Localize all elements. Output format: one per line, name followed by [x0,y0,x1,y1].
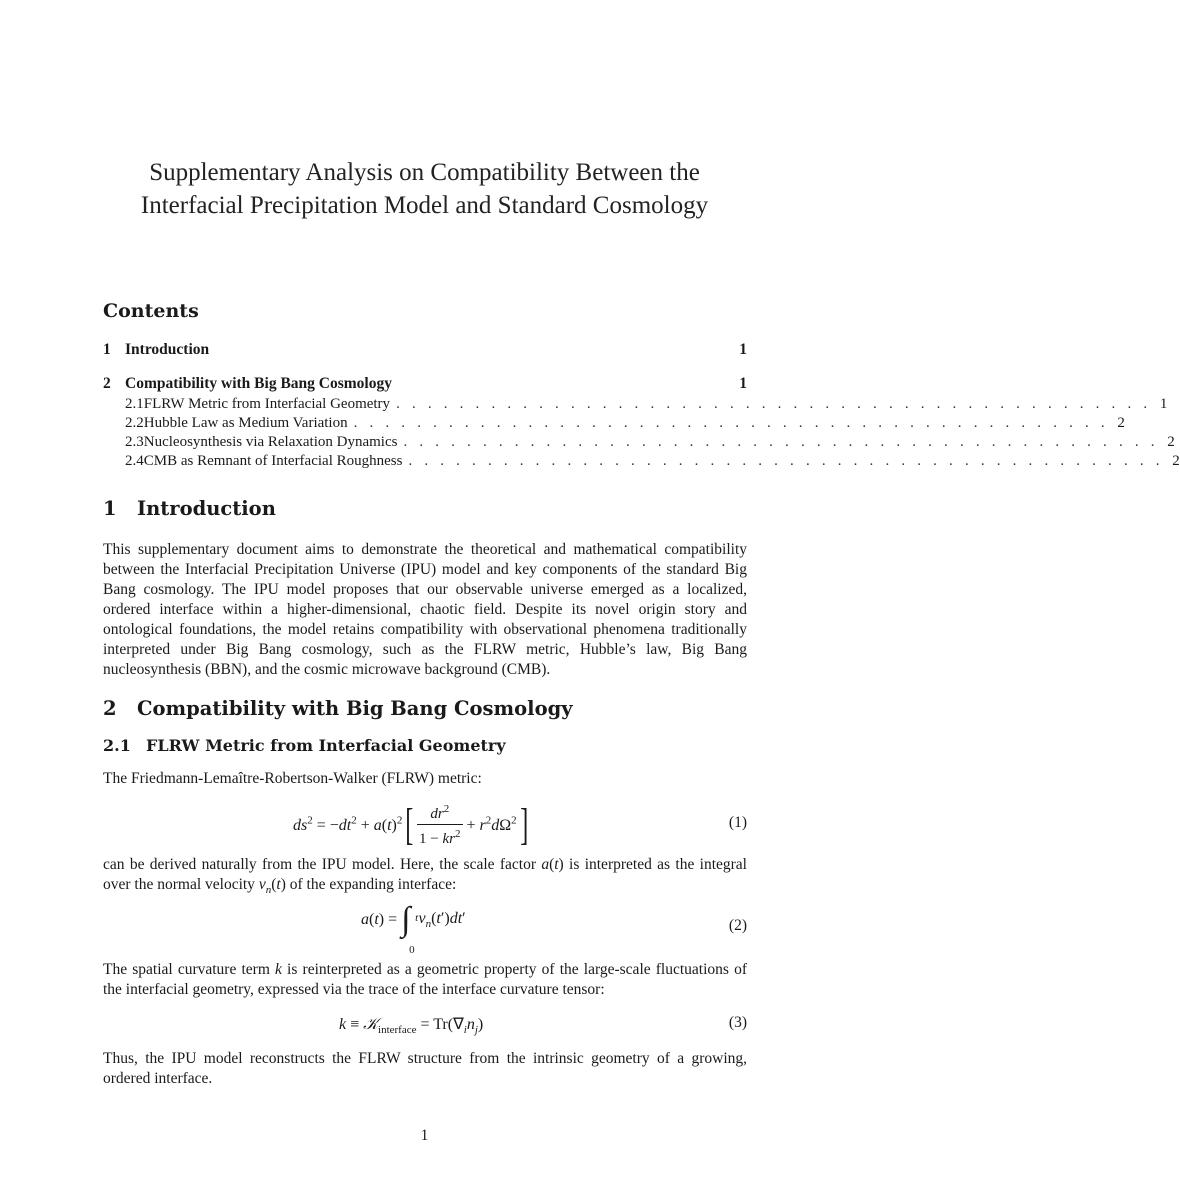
toc-entry-title: Hubble Law as Medium Variation [143,415,348,431]
toc-entry-title: CMB as Remnant of Interfacial Roughness [143,453,403,469]
toc-entry-page: 2 [1172,453,1180,469]
toc-entry-nucleosynthesis[interactable] [103,434,1175,454]
flrw-closing-text: Thus, the IPU model reconstructs the FLRW structure from the intrinsic geometry of a growing, ordered interface. [103,1050,747,1087]
toc-entry-cmb[interactable] [103,453,1180,473]
toc-entry-page: 2 [1167,434,1175,450]
equation-1 [103,799,747,849]
section-title: Compatibility with Big Bang Cosmology [137,697,573,720]
toc-entry-number: 1 [103,341,111,358]
flrw-scale-factor-text: can be derived naturally from the IPU model. Here, the scale factor a(t) is interpreted as the integral over the normal velocity $v_n(t)$ of the expanding interface: [103,856,747,897]
toc-entry-page: 1 [1159,396,1168,412]
title-line-1: Supplementary Analysis on Compatibility Between the [149,159,700,186]
section-number: 1 [103,497,117,520]
subsection-heading-flrw [103,736,506,755]
toc-entry-page: 1 [739,375,747,392]
toc-entry-hubble[interactable] [103,415,1125,435]
flrw-metric-formula: $ds^2 = -dt^2 + a(t)^2$[ $\frac{dr^2}{1 - kr^2}$ + $r^2d\Omega^2$] [293,799,529,849]
toc-entry-flrw[interactable] [103,396,1168,416]
toc-entry-number: 2.4 [125,453,144,469]
equation-2 [103,901,747,956]
toc-leader-dots: . . . . . . . . . . . . . . . . . . . . . . . . . . . . . . . . . . . . . . . . . . . . . . . . [396,396,1152,412]
curvature-formula: k ≡ 𝒦$_{interface}$ = $Tr(\nabla_in_j)$ [339,1016,484,1037]
toc-entry-title: Compatibility with Big Bang Cosmology [125,375,392,392]
introduction-paragraph: This supplementary document aims to demonstrate the theoretical and mathematical compatibility between the Interfacial Precipitation Universe (IPU) model and key components of the standard Big Bang cosmology. The IPU model proposes that our observable universe emerged as a localized, ordered interface within a higher-dimensional, chaotic field. Despite its novel origin story and ontological foundations, the model retains compatibility with observational phenomena traditionally interpreted under Big Bang cosmology, such as the FLRW metric, Hubble’s law, Big Bang nucleosynthesis (BBN), and the cosmic microwave background (CMB). [103,541,747,678]
toc-leader-dots: . . . . . . . . . . . . . . . . . . . . . . . . . . . . . . . . . . . . . . . . . . . . . . . . [353,415,1109,431]
scale-factor-formula: a(t) = ∫ t 0 $v_n(t')dt'$ [361,901,466,956]
toc-entry-compatibility[interactable] [103,375,747,395]
toc-entry-title: Nucleosynthesis via Relaxation Dynamics [143,434,398,450]
toc-entry-number: 2 [103,375,111,392]
toc-leader-dots: . . . . . . . . . . . . . . . . . . . . . . . . . . . . . . . . . . . . . . . . . . . . . . . . [403,434,1159,450]
equation-number: (3) [728,1014,747,1031]
section-heading-introduction [103,497,276,520]
paper-title [100,156,749,222]
toc-entry-number: 2.3 [125,434,144,450]
toc-entry-number: 2.1 [125,396,144,412]
equation-number: (2) [728,917,747,934]
toc-entry-title: FLRW Metric from Interfacial Geometry [143,396,391,412]
curvature-text: The spatial curvature term k is reinterpreted as a geometric property of the large-scale fluctuations of the interfacial geometry, expressed via the trace of the interface curvature tensor: [103,961,747,998]
flrw-intro-text: The Friedmann-Lemaître-Robertson-Walker (FLRW) metric: [103,770,482,787]
toc-entry-introduction[interactable] [103,341,747,361]
page-number: 1 [420,1127,429,1144]
title-line-2: Interfacial Precipitation Model and Standard Cosmology [140,192,709,219]
section-title: Introduction [137,497,276,520]
section-heading-compatibility [103,697,573,720]
section-number: 2 [103,697,117,720]
equation-number: (1) [728,814,747,831]
toc-entry-page: 2 [1117,415,1125,431]
toc-entry-title: Introduction [125,341,210,358]
subsection-title: FLRW Metric from Interfacial Geometry [146,736,506,755]
toc-entry-number: 2.2 [125,415,144,431]
toc-leader-dots: . . . . . . . . . . . . . . . . . . . . . . . . . . . . . . . . . . . . . . . . . . . . . . . . [408,453,1164,469]
equation-3 [103,1014,747,1038]
toc-entry-page: 1 [739,341,747,358]
subsection-number: 2.1 [103,736,131,755]
contents-heading: Contents [103,300,199,322]
